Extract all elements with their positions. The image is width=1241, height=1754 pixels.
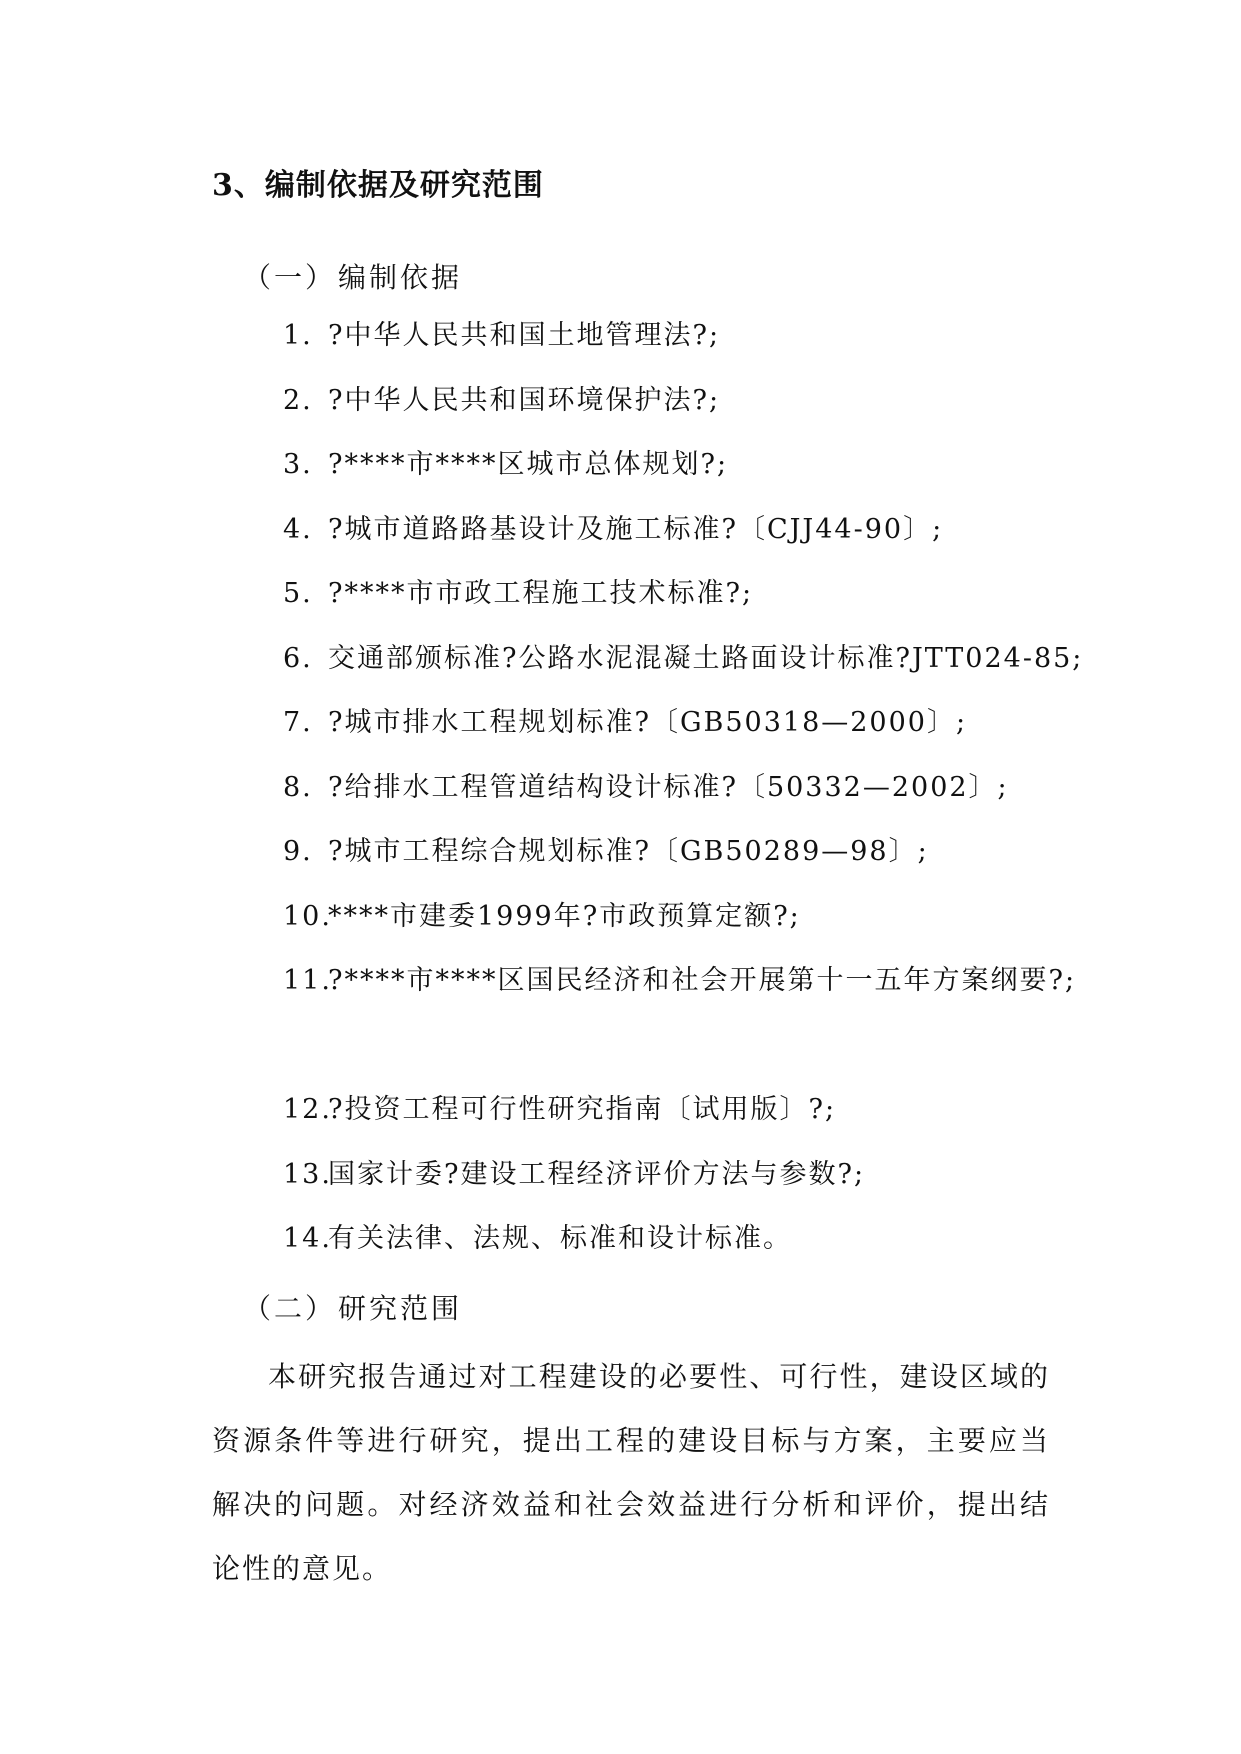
- list-item: [283, 963, 1088, 1092]
- list-item-number: 2.: [283, 384, 313, 416]
- list-item-text: ?城市工程综合规划标准?〔GB50289—98〕;: [328, 836, 929, 867]
- subsection-heading-basis: [243, 256, 462, 296]
- scope-paragraph: 本研究报告通过对工程建设的必要性、可行性，建设区域的资源条件等进行研究，提出工程的建设目标与方案，主要应当解决的问题。对经济效益和社会效益进行分析和评价，提出结论性的意见。: [212, 1360, 1050, 1585]
- list-item-number: 3.: [283, 449, 313, 480]
- subsection-marker: （一）: [243, 261, 337, 294]
- basis-list: [283, 318, 1088, 1286]
- list-item-number: 12.: [283, 1094, 332, 1125]
- list-item-text: 有关法律、法规、标准和设计标准。: [328, 1223, 792, 1254]
- list-item-text: ?中华人民共和国环境保护法?;: [328, 384, 721, 416]
- subsection-marker: （二）: [243, 1292, 337, 1325]
- list-item-text: ?城市排水工程规划标准?〔GB50318—2000〕;: [328, 707, 968, 738]
- list-item-number: 14.: [283, 1223, 332, 1254]
- list-item-number: 10.: [283, 900, 332, 932]
- list-item-text: ****市建委1999年?市政预算定额?;: [328, 900, 801, 932]
- list-item-text: 交通部颁标准?公路水泥混凝土路面设计标准?JTT024-85;: [328, 642, 1084, 674]
- list-item-number: 8.: [283, 771, 313, 803]
- list-item-text: ?给排水工程管道结构设计标准?〔50332—2002〕;: [328, 771, 1009, 803]
- list-item-number: 5.: [283, 578, 313, 609]
- list-item-text: ?****市****区国民经济和社会开展第十一五年方案纲要?;: [328, 965, 1077, 996]
- list-item-number: 9.: [283, 836, 313, 867]
- list-item-text: ?投资工程可行性研究指南〔试用版〕?;: [328, 1094, 837, 1125]
- list-item-number: 13.: [283, 1158, 332, 1190]
- list-item-number: 1.: [283, 320, 313, 351]
- list-item-number: 6.: [283, 642, 313, 674]
- list-item-text: ?****市市政工程施工技术标准?;: [328, 578, 754, 609]
- list-item-text: ?****市****区城市总体规划?;: [328, 449, 729, 480]
- section-heading: 3、编制依据及研究范围: [212, 168, 544, 203]
- list-item-number: 11.: [283, 965, 332, 996]
- subsection-heading-scope: [243, 1287, 462, 1327]
- list-item-text: ?中华人民共和国土地管理法?;: [328, 320, 721, 351]
- list-item-text: 国家计委?建设工程经济评价方法与参数?;: [328, 1158, 866, 1190]
- list-item-number: 4.: [283, 513, 313, 545]
- list-item: [283, 1221, 1088, 1286]
- subsection-title: 编制依据: [338, 261, 463, 294]
- list-item-text: ?城市道路路基设计及施工标准?〔CJJ44-90〕;: [328, 513, 944, 545]
- list-item-number: 7.: [283, 707, 313, 738]
- subsection-title: 研究范围: [338, 1292, 463, 1325]
